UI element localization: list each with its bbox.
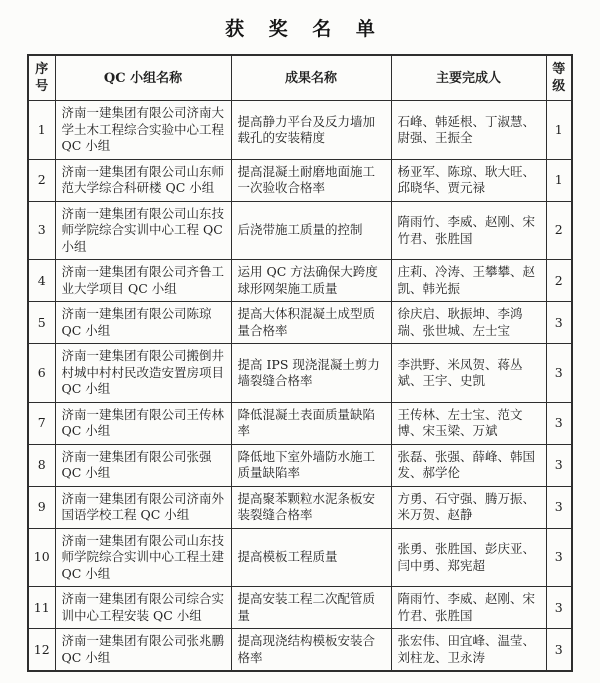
row-number: 9 — [28, 486, 55, 528]
main-contributors: 张磊、张强、薛峰、韩国发、郝学伦 — [391, 444, 546, 486]
table-row — [28, 201, 572, 260]
row-number: 10 — [28, 528, 55, 587]
row-number: 8 — [28, 444, 55, 486]
header-group-name: QC 小组名称 — [55, 55, 231, 101]
achievement-name: 提高静力平台及反力墙加载孔的安装精度 — [231, 101, 391, 160]
achievement-name: 降低地下室外墙防水施工质量缺陷率 — [231, 444, 391, 486]
table-row — [28, 344, 572, 403]
row-number: 12 — [28, 629, 55, 672]
main-contributors: 王传林、左士宝、范文博、宋玉梁、万斌 — [391, 402, 546, 444]
row-number: 3 — [28, 201, 55, 260]
table-row — [28, 402, 572, 444]
main-contributors: 李洪野、米凤贺、蒋丛斌、王宇、史凯 — [391, 344, 546, 403]
table-row — [28, 629, 572, 672]
row-number: 1 — [28, 101, 55, 160]
qc-group-name: 济南一建集团有限公司济南外国语学校工程 QC 小组 — [55, 486, 231, 528]
grade-value: 3 — [546, 402, 572, 444]
grade-value: 3 — [546, 486, 572, 528]
qc-group-name: 济南一建集团有限公司山东师范大学综合科研楼 QC 小组 — [55, 159, 231, 201]
main-contributors: 方勇、石守强、腾万振、米万贺、赵静 — [391, 486, 546, 528]
table-row — [28, 444, 572, 486]
qc-group-name: 济南一建集团有限公司齐鲁工业大学项目 QC 小组 — [55, 260, 231, 302]
qc-group-name: 济南一建集团有限公司张强 QC 小组 — [55, 444, 231, 486]
table-header-row — [28, 55, 572, 101]
qc-group-name: 济南一建集团有限公司陈琼 QC 小组 — [55, 302, 231, 344]
main-contributors: 隋雨竹、李威、赵刚、宋竹君、张胜国 — [391, 587, 546, 629]
row-number: 7 — [28, 402, 55, 444]
main-contributors: 张宏伟、田宜峰、温莹、刘柱龙、卫永涛 — [391, 629, 546, 672]
table-row — [28, 486, 572, 528]
achievement-name: 提高模板工程质量 — [231, 528, 391, 587]
grade-value: 3 — [546, 629, 572, 672]
row-number: 2 — [28, 159, 55, 201]
row-number: 11 — [28, 587, 55, 629]
table-row — [28, 528, 572, 587]
achievement-name: 运用 QC 方法确保大跨度球形网架施工质量 — [231, 260, 391, 302]
achievement-name: 提高安装工程二次配管质量 — [231, 587, 391, 629]
grade-value: 3 — [546, 344, 572, 403]
header-main-contributors: 主要完成人 — [391, 55, 546, 101]
achievement-name: 提高混凝土耐磨地面施工一次验收合格率 — [231, 159, 391, 201]
table-row — [28, 101, 572, 160]
achievement-name: 后浇带施工质量的控制 — [231, 201, 391, 260]
achievement-name: 提高 IPS 现浇混凝土剪力墙裂缝合格率 — [231, 344, 391, 403]
main-contributors: 杨亚军、陈琼、耿大旺、邱晓华、贾元禄 — [391, 159, 546, 201]
row-number: 5 — [28, 302, 55, 344]
main-contributors: 庄莉、冷涛、王攀攀、赵凯、韩光振 — [391, 260, 546, 302]
achievement-name: 提高聚苯颗粒水泥条板安装裂缝合格率 — [231, 486, 391, 528]
achievement-name: 降低混凝土表面质量缺陷率 — [231, 402, 391, 444]
grade-value: 2 — [546, 260, 572, 302]
award-table — [27, 54, 573, 672]
qc-group-name: 济南一建集团有限公司张兆鹏 QC 小组 — [55, 629, 231, 672]
row-number: 4 — [28, 260, 55, 302]
qc-group-name: 济南一建集团有限公司济南大学土木工程综合实验中心工程 QC 小组 — [55, 101, 231, 160]
page-title: 获 奖 名 单 — [225, 18, 384, 40]
achievement-name: 提高大体积混凝土成型质量合格率 — [231, 302, 391, 344]
grade-value: 3 — [546, 587, 572, 629]
row-number: 6 — [28, 344, 55, 403]
table-row — [28, 587, 572, 629]
grade-value: 2 — [546, 201, 572, 260]
qc-group-name: 济南一建集团有限公司山东技师学院综合实训中心工程土建 QC 小组 — [55, 528, 231, 587]
table-row — [28, 260, 572, 302]
table-row — [28, 159, 572, 201]
qc-group-name: 济南一建集团有限公司综合实训中心工程安装 QC 小组 — [55, 587, 231, 629]
qc-group-name: 济南一建集团有限公司搬倒井村城中村村民改造安置房项目 QC 小组 — [55, 344, 231, 403]
grade-value: 1 — [546, 101, 572, 160]
grade-value: 3 — [546, 444, 572, 486]
main-contributors: 张勇、张胜国、彭庆亚、闫中勇、郑宪超 — [391, 528, 546, 587]
achievement-name: 提高现浇结构模板安装合格率 — [231, 629, 391, 672]
grade-value: 3 — [546, 302, 572, 344]
qc-group-name: 济南一建集团有限公司王传林 QC 小组 — [55, 402, 231, 444]
main-contributors: 徐庆启、耿振坤、李鸿瑞、张世城、左士宝 — [391, 302, 546, 344]
header-no: 序号 — [28, 55, 55, 101]
main-contributors: 石峰、韩延根、丁淑慧、尉强、王振全 — [391, 101, 546, 160]
qc-group-name: 济南一建集团有限公司山东技师学院综合实训中心工程 QC 小组 — [55, 201, 231, 260]
table-row — [28, 302, 572, 344]
header-achievement-name: 成果名称 — [231, 55, 391, 101]
header-grade: 等级 — [546, 55, 572, 101]
grade-value: 1 — [546, 159, 572, 201]
main-contributors: 隋雨竹、李威、赵刚、宋竹君、张胜国 — [391, 201, 546, 260]
grade-value: 3 — [546, 528, 572, 587]
